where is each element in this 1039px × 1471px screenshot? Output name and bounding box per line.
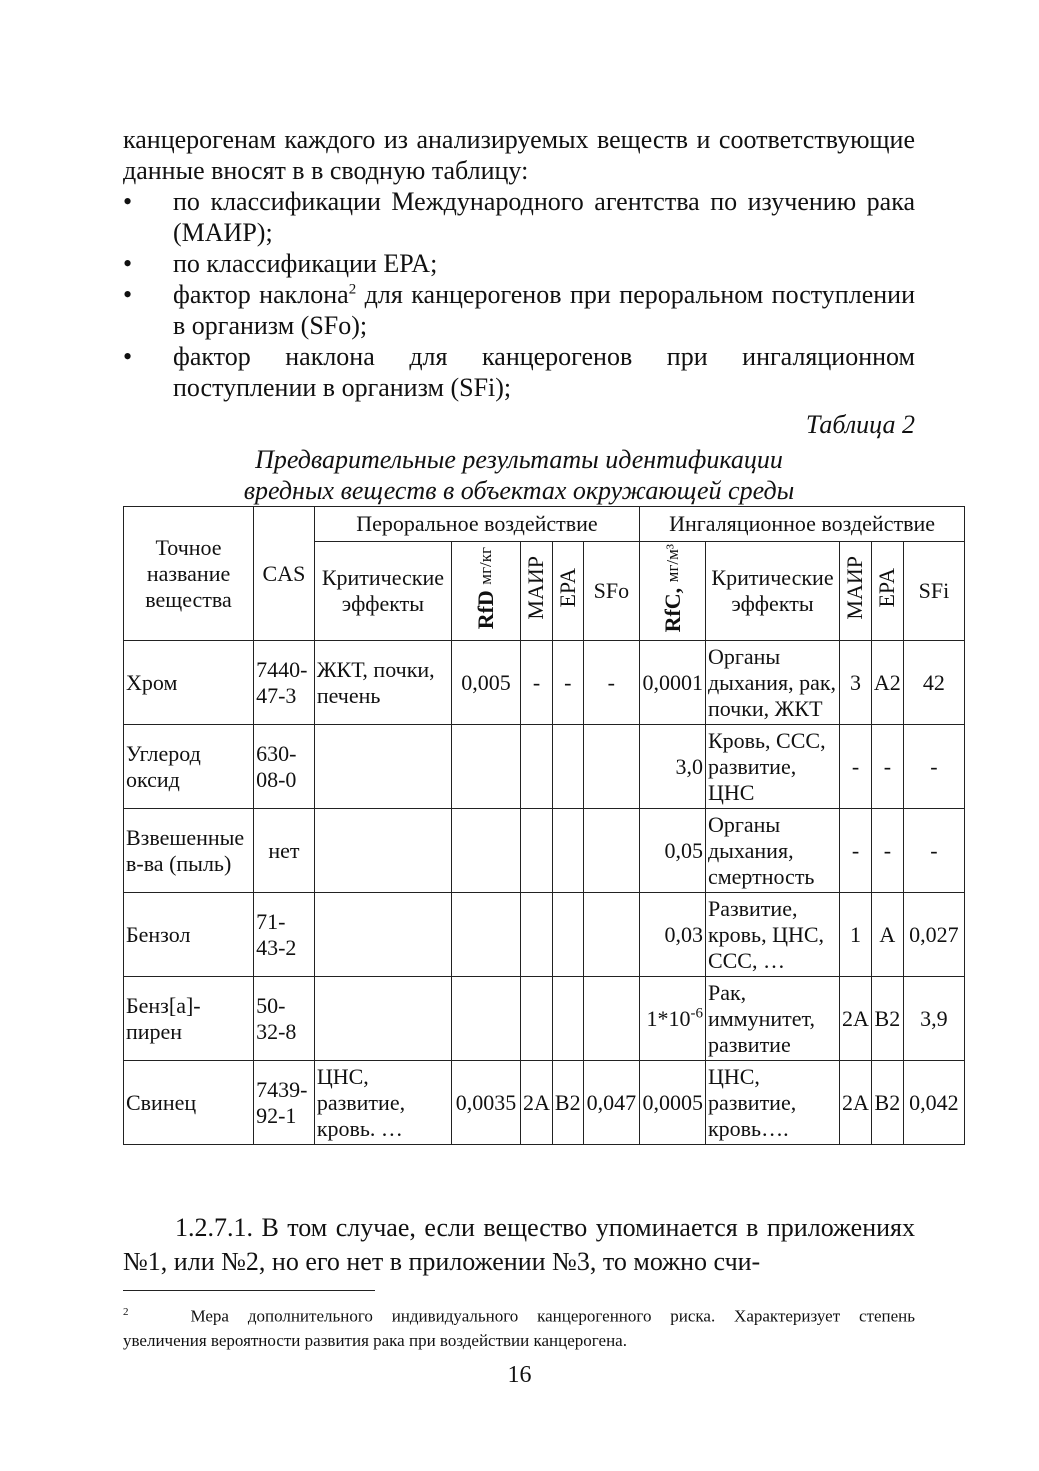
cell-oral-iarc <box>521 809 553 893</box>
table-row <box>124 641 965 725</box>
cell-sfi: 0,042 <box>903 1061 964 1145</box>
cell-name: Свинец <box>124 1061 254 1145</box>
cell-rfd <box>452 725 521 809</box>
cell-sfi: 0,027 <box>903 893 964 977</box>
cell-oral-effects <box>314 725 451 809</box>
header-oral-epa: EPA <box>552 542 583 641</box>
header-inhal-effects: Критические эффекты <box>705 542 839 641</box>
cell-oral-effects <box>314 977 451 1061</box>
header-oral-effects: Критические эффекты <box>314 542 451 641</box>
cell-oral-iarc <box>521 977 553 1061</box>
cell-oral-iarc: 2A <box>521 1061 553 1145</box>
header-inhal-epa: EPA <box>871 542 903 641</box>
cell-oral-effects: ЖКТ, почки, печень <box>314 641 451 725</box>
table-row <box>124 1061 965 1145</box>
cell-inhal-effects: Кровь, ССС, развитие, ЦНС <box>705 725 839 809</box>
cell-cas: 7440-47-3 <box>254 641 315 725</box>
cell-rfc: 0,0001 <box>640 641 706 725</box>
table-row <box>124 725 965 809</box>
cell-sfo: 0,047 <box>583 1061 639 1145</box>
continuation-paragraph: 1.2.7.1. В том случае, если вещество упоминается в приложениях №1, или №2, но его нет в приложении №3, то можно счи- <box>123 1213 915 1276</box>
cell-rfc: 0,0005 <box>640 1061 706 1145</box>
bullet-list <box>123 186 915 403</box>
bullet-item: • по классификации Международного агентства по изучению рака (МАИР); <box>123 187 915 247</box>
cell-rfd: 0,0035 <box>452 1061 521 1145</box>
cell-inhal-epa: - <box>871 725 903 809</box>
cell-inhal-effects: ЦНС, развитие, кровь…. <box>705 1061 839 1145</box>
cell-cas: 71-43-2 <box>254 893 315 977</box>
cell-oral-epa <box>552 809 583 893</box>
cell-name: Хром <box>124 641 254 725</box>
page-number: 16 <box>507 1362 532 1388</box>
cell-rfd: 0,005 <box>452 641 521 725</box>
header-sfi: SFi <box>903 542 964 641</box>
header-inhal-group: Ингаляционное воздействие <box>640 507 965 542</box>
footnote-text: Мера дополнительного индивидуального канцерогенного риска. Характеризует степень увеличения вероятности развития рака при воздействии канцерогена. <box>123 1306 915 1350</box>
cell-inhal-epa: A2 <box>871 641 903 725</box>
table-row <box>124 809 965 893</box>
bullet-dot: • <box>123 187 133 216</box>
cell-name: Бензол <box>124 893 254 977</box>
cell-rfc: $1*10^{-6}$ <box>640 977 706 1061</box>
cell-inhal-iarc: 2A <box>840 1061 872 1145</box>
cell-sfo <box>583 977 639 1061</box>
cell-sfo <box>583 725 639 809</box>
cell-oral-iarc: - <box>521 641 553 725</box>
table-row <box>124 893 965 977</box>
bullet-dot: • <box>123 342 133 371</box>
cell-oral-iarc <box>521 893 553 977</box>
cell-oral-epa <box>552 977 583 1061</box>
cell-cas: нет <box>254 809 315 893</box>
intro-paragraph: канцерогенам каждого из анализируемых веществ и соответствующие данные вносят в в сводную таблицу: <box>123 125 915 185</box>
cell-inhal-iarc: 1 <box>840 893 872 977</box>
cell-inhal-effects: Органы дыхания, рак, почки, ЖКТ <box>705 641 839 725</box>
header-oral-iarc: МАИР <box>521 542 553 641</box>
header-rfd: RfD мг/кг <box>452 542 521 641</box>
header-cas: CAS <box>254 507 315 641</box>
cell-inhal-epa: B2 <box>871 1061 903 1145</box>
cell-rfc: 0,05 <box>640 809 706 893</box>
bullet-item: • фактор наклона$^2$ для канцерогенов при пероральном поступлении в организм (SFo); <box>123 280 915 340</box>
cell-oral-iarc <box>521 725 553 809</box>
cell-name: Углерод оксид <box>124 725 254 809</box>
footnote-mark: 2 <box>123 1306 129 1318</box>
results-table <box>123 506 965 1145</box>
table-label: Таблица 2 <box>805 410 915 439</box>
cell-sfi: 42 <box>903 641 964 725</box>
cell-inhal-effects: Органы дыхания, смертность <box>705 809 839 893</box>
bullet-dot: • <box>123 249 133 278</box>
cell-oral-epa: B2 <box>552 1061 583 1145</box>
cell-sfo <box>583 809 639 893</box>
table-caption: Предварительные результаты идентификации вредных веществ в объектах окружающей среды <box>243 445 795 505</box>
cell-inhal-epa: - <box>871 809 903 893</box>
header-name: Точное название вещества <box>124 507 254 641</box>
cell-sfi: - <box>903 809 964 893</box>
cell-rfd <box>452 977 521 1061</box>
header-rfc: RfC, мг/м³ <box>640 542 706 641</box>
footnote-reference: 2 <box>348 281 357 298</box>
cell-inhal-epa: A <box>871 893 903 977</box>
header-inhal-iarc: МАИР <box>840 542 872 641</box>
cell-inhal-effects: Развитие, кровь, ЦНС, ССС, … <box>705 893 839 977</box>
bullet-dot: • <box>123 280 133 309</box>
cell-rfc: 0,03 <box>640 893 706 977</box>
cell-name: Взвешенные в-ва (пыль) <box>124 809 254 893</box>
footnote <box>123 1300 915 1353</box>
cell-name: Бенз[а]-пирен <box>124 977 254 1061</box>
cell-rfc: 3,0 <box>640 725 706 809</box>
cell-oral-effects: ЦНС, развитие, кровь. … <box>314 1061 451 1145</box>
cell-sfi: - <box>903 725 964 809</box>
header-oral-group: Пероральное воздействие <box>314 507 639 542</box>
header-sfo: SFo <box>583 542 639 641</box>
cell-sfo <box>583 893 639 977</box>
cell-cas: 630-08-0 <box>254 725 315 809</box>
cell-oral-effects <box>314 893 451 977</box>
header-row <box>124 507 965 542</box>
cell-oral-epa <box>552 893 583 977</box>
cell-oral-epa: - <box>552 641 583 725</box>
footnote-separator <box>123 1290 375 1291</box>
cell-inhal-effects: Рак, иммунитет, развитие <box>705 977 839 1061</box>
cell-inhal-iarc: 3 <box>840 641 872 725</box>
bullet-item: • фактор наклона для канцерогенов при ингаляционном поступлении в организм (SFi); <box>123 342 915 402</box>
cell-inhal-iarc: 2A <box>840 977 872 1061</box>
cell-inhal-epa: B2 <box>871 977 903 1061</box>
cell-inhal-iarc: - <box>840 809 872 893</box>
cell-sfo: - <box>583 641 639 725</box>
bullet-item: • по классификации EPA; <box>123 249 438 278</box>
cell-rfd <box>452 809 521 893</box>
cell-inhal-iarc: - <box>840 725 872 809</box>
cell-cas: 50-32-8 <box>254 977 315 1061</box>
cell-sfi: 3,9 <box>903 977 964 1061</box>
cell-rfd <box>452 893 521 977</box>
cell-cas: 7439-92-1 <box>254 1061 315 1145</box>
cell-oral-effects <box>314 809 451 893</box>
cell-oral-epa <box>552 725 583 809</box>
table-row <box>124 977 965 1061</box>
intro-section <box>123 124 915 403</box>
